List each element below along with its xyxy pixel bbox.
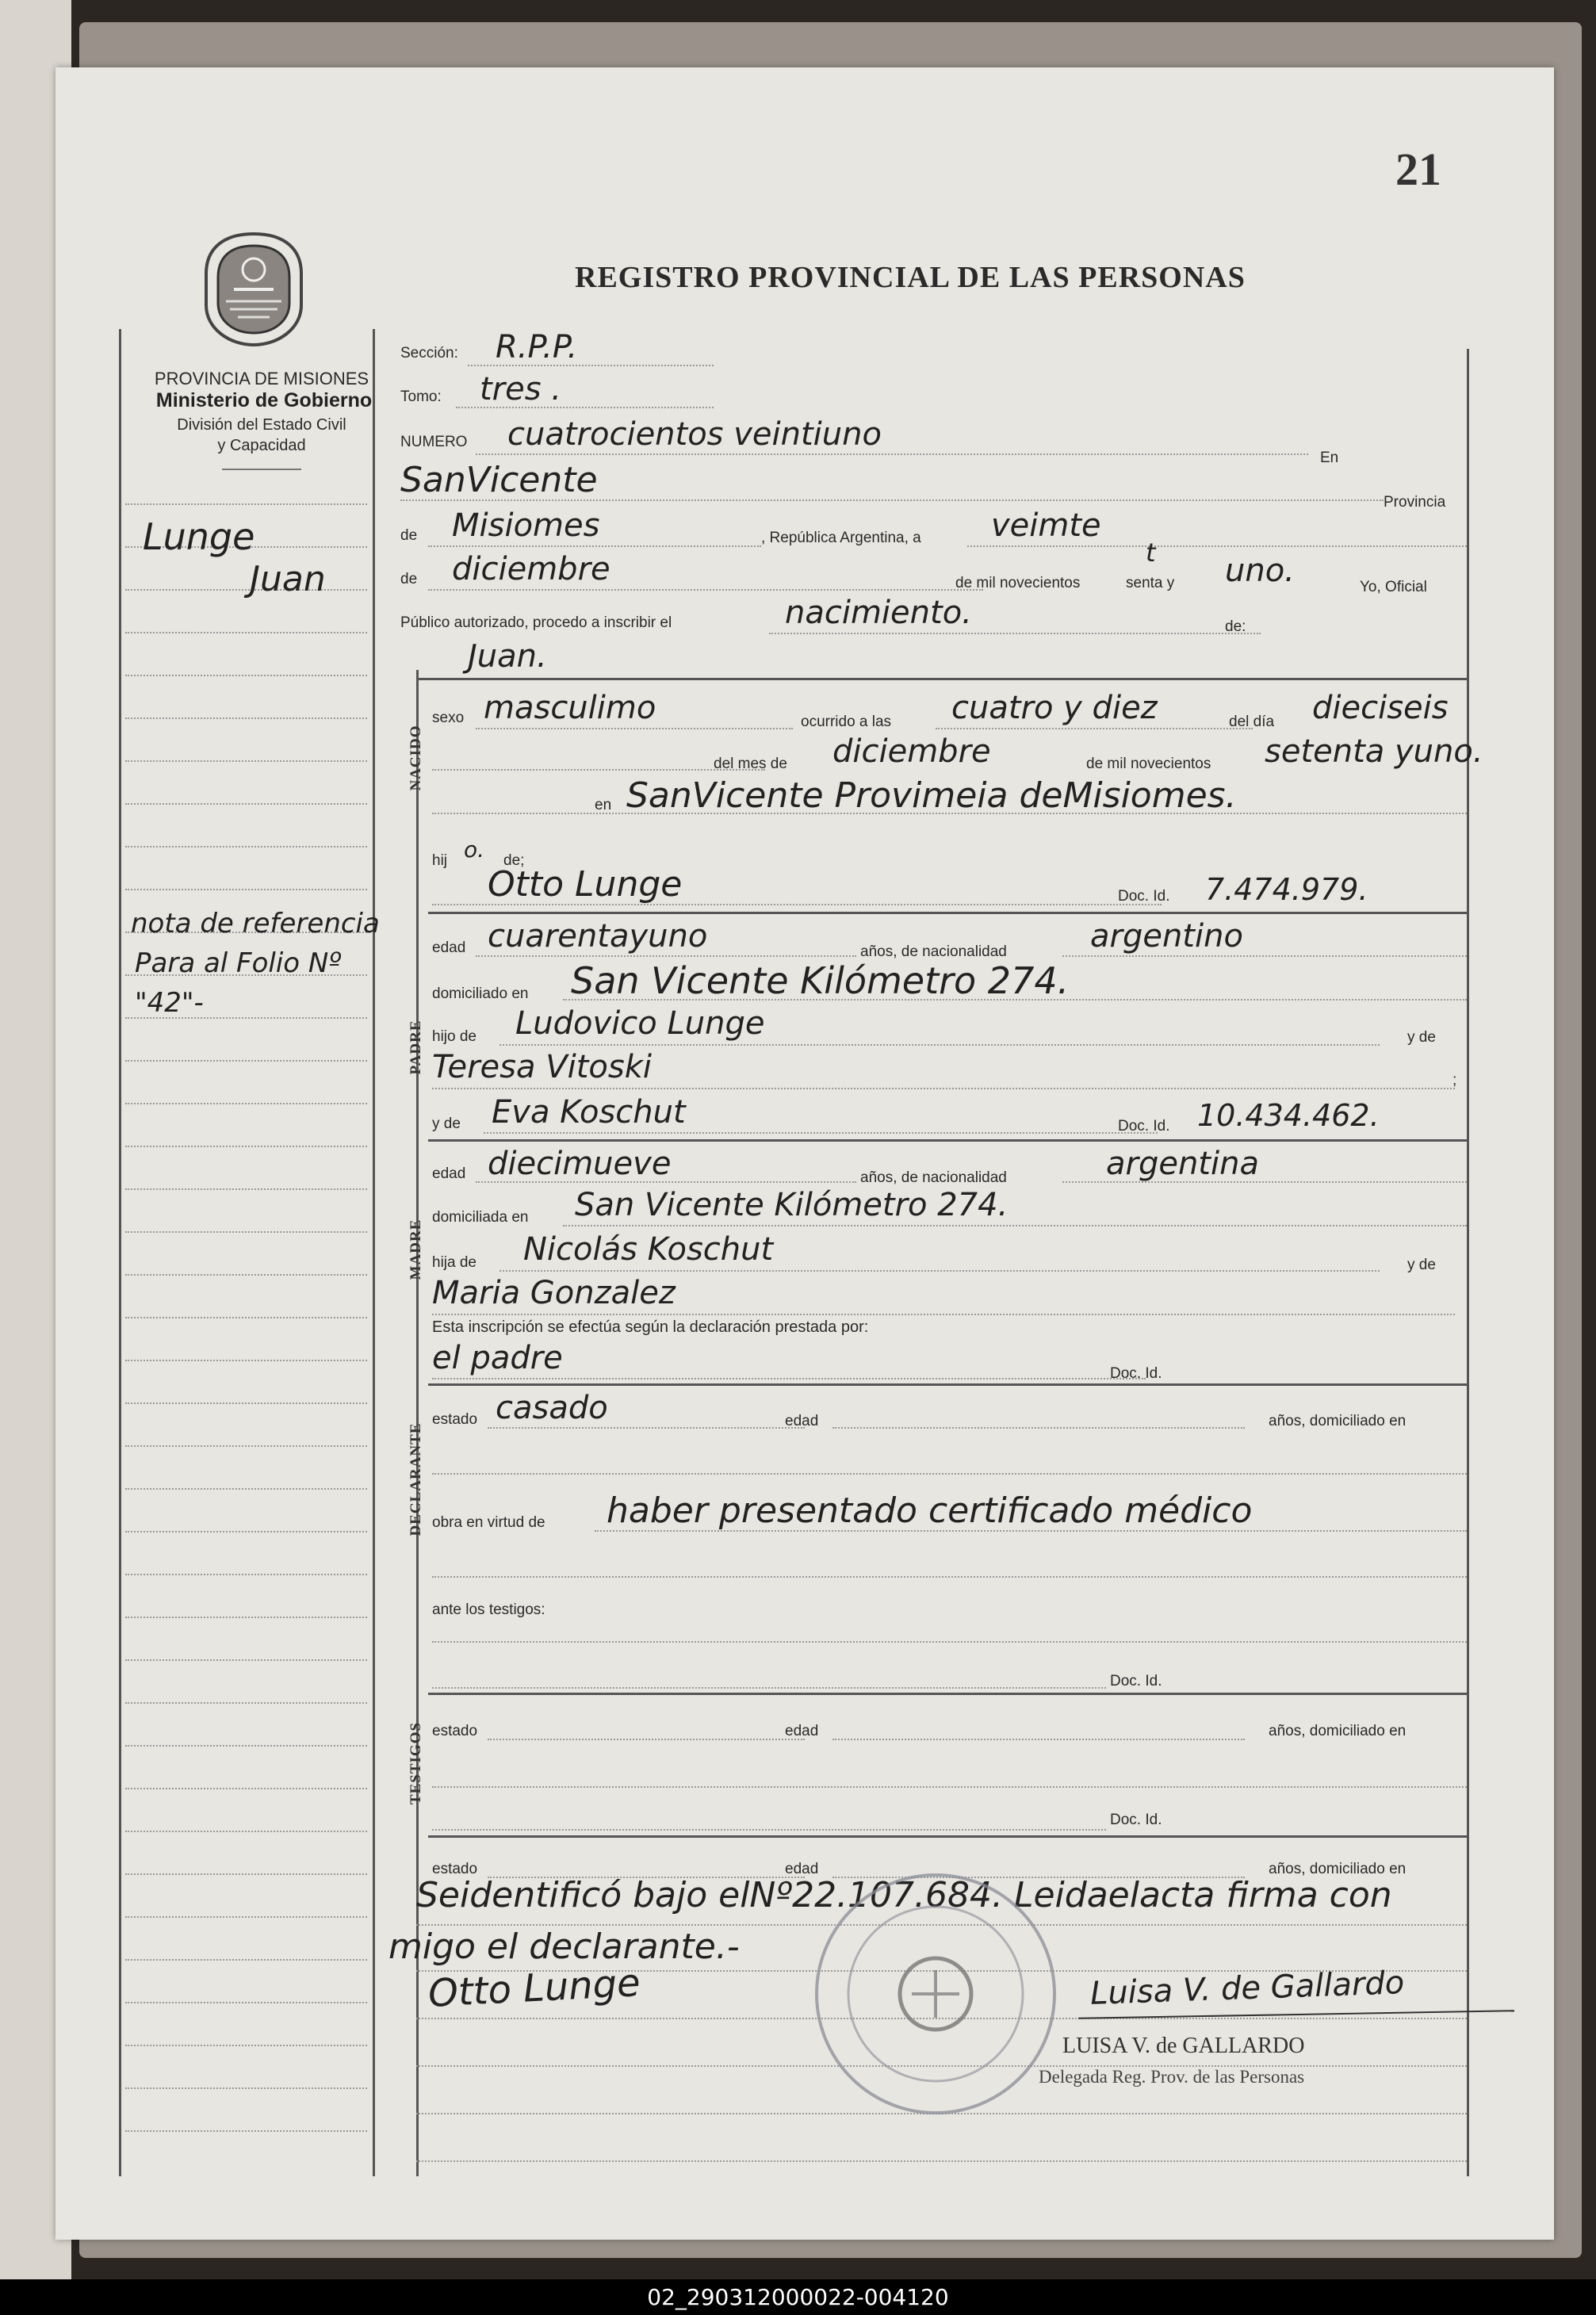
official-signature: Luisa V. de Gallardo — [1089, 1965, 1405, 2012]
section-padre: PADRE — [408, 1020, 424, 1075]
image-caption: 02_290312000022-004120 — [0, 2279, 1596, 2315]
padre-mother-rule — [432, 1088, 1455, 1089]
madre-nac-value: argentina — [1106, 1146, 1259, 1182]
margin-rule-line — [125, 589, 367, 591]
de-label: de — [400, 527, 418, 544]
day-rule — [967, 545, 1467, 547]
padre-doc-value: 7.474.979. — [1205, 872, 1368, 907]
padre-mother: Teresa Vitoski — [432, 1049, 652, 1085]
padre-nac-rule — [1062, 955, 1467, 957]
declarante-name-rule — [432, 1378, 1146, 1379]
margin-column-line — [373, 329, 375, 2176]
dia-label: del día — [1229, 714, 1275, 730]
margin-rule-line — [125, 2087, 367, 2089]
padre-father: Ludovico Lunge — [515, 1005, 765, 1042]
margin-rule-line — [125, 717, 367, 719]
hij-label: hij — [432, 852, 448, 869]
register-page — [55, 67, 1554, 2240]
padre-dom-rule — [563, 999, 1467, 1001]
closing-line2: migo el declarante.- — [388, 1927, 740, 1967]
month-value: diciembre — [452, 551, 610, 587]
obra-value: haber presentado certificado médico — [607, 1490, 1253, 1531]
header-capacity: y Capacidad — [217, 437, 306, 454]
madre-doc-label: Doc. Id. — [1118, 1118, 1170, 1135]
hij-value: o. — [464, 836, 485, 863]
lugar-rule — [432, 813, 1467, 814]
lugar-value: SanVicente Provimeia deMisiomes. — [626, 775, 1237, 816]
madre-father-rule — [499, 1270, 1380, 1272]
testigo2-edad-label: edad — [785, 1861, 819, 1877]
testigo1-anios-label: años, domiciliado en — [1269, 1723, 1407, 1739]
dia-value: dieciseis — [1312, 690, 1449, 726]
padre-edad-label: edad — [432, 939, 466, 956]
margin-left-line — [119, 329, 121, 2176]
declarante-edad-label: edad — [785, 1413, 819, 1429]
testigo2-top-rule — [428, 1835, 1467, 1838]
margin-rule-line — [125, 1231, 367, 1233]
testigo1-estado-label: estado — [432, 1723, 478, 1739]
en-label-nacido: en — [595, 797, 612, 813]
place-value: SanVicente — [400, 460, 598, 500]
margin-rule-line — [125, 632, 367, 633]
padre-dom-value: San Vicente Kilómetro 274. — [571, 959, 1070, 1002]
testigo1-edad-label: edad — [785, 1723, 819, 1739]
madre-edad-label: edad — [432, 1165, 466, 1182]
page-number: 21 — [1395, 143, 1441, 195]
margin-rule-line — [125, 1702, 367, 1704]
padre-nac-label: años, de nacionalidad — [860, 943, 1007, 960]
mes-value: diciembre — [832, 733, 991, 770]
padre-name-rule — [432, 904, 1162, 905]
padre-semicolon: ; — [1452, 1072, 1457, 1089]
madre-name-rule — [484, 1132, 1158, 1134]
year-label-a: de mil novecientos — [955, 575, 1081, 591]
madre-top-rule — [428, 1139, 1467, 1142]
testigos-label: ante los testigos: — [432, 1601, 545, 1618]
madre-dom-value: San Vicente Kilómetro 274. — [575, 1187, 1009, 1223]
publico-label: Público autorizado, procedo a inscribir el — [400, 614, 672, 631]
margin-rule-line — [125, 1188, 367, 1190]
provincia-value: Misiomes — [452, 507, 600, 544]
sexo-label: sexo — [432, 710, 465, 726]
seccion-label: Sección: — [400, 345, 458, 362]
de-label-2: de — [400, 571, 418, 587]
margin-surname: Lunge — [143, 515, 255, 558]
margin-rule-line — [125, 2045, 367, 2046]
testigo1-edad-rule — [832, 1739, 1245, 1740]
margin-note-line3: "42"- — [135, 987, 204, 1019]
republica-label: , República Argentina, a — [761, 530, 921, 546]
month-rule — [428, 589, 983, 591]
madre-hija-label: hija de — [432, 1254, 477, 1271]
day-value: veimte — [991, 507, 1101, 544]
margin-rule-line — [125, 1360, 367, 1361]
testigo2-estado-label: estado — [432, 1861, 478, 1877]
act-rule — [769, 633, 1261, 634]
margin-rule-line — [125, 1617, 367, 1618]
anio-value: setenta yuno. — [1265, 733, 1483, 770]
numero-rule — [476, 453, 1308, 455]
margin-rule-line — [125, 889, 367, 890]
padre-top-rule — [428, 912, 1467, 914]
margin-rule-line — [125, 1402, 367, 1404]
margin-rule-line — [125, 2130, 367, 2132]
hora-value: cuatro y diez — [951, 690, 1158, 726]
margin-rule-line — [125, 1274, 367, 1276]
testigo2-doc-label: Doc. Id. — [1110, 1812, 1162, 1828]
inscripcion-label: Esta inscripción se efectúa según la declaración prestada por: — [432, 1318, 869, 1336]
tomo-rule — [456, 407, 714, 408]
header-underline — [222, 469, 301, 470]
sexo-rule — [476, 728, 793, 729]
padre-name: Otto Lunge — [488, 864, 683, 905]
margin-rule-line — [125, 1873, 367, 1875]
provincial-seal-icon — [198, 230, 309, 349]
margin-given-name: Juan — [250, 559, 326, 599]
margin-rule-line — [125, 1146, 367, 1147]
margin-rule-line — [125, 760, 367, 762]
margin-rule-line — [125, 1745, 367, 1747]
padre-hijo-label: hijo de — [432, 1028, 477, 1045]
hora-rule — [936, 728, 1253, 729]
margin-rule-line — [125, 1060, 367, 1062]
madre-doc-value: 10.434.462. — [1197, 1098, 1380, 1133]
madre-mother: Maria Gonzalez — [432, 1275, 676, 1311]
year-value: uno. — [1225, 553, 1295, 589]
margin-rule-line — [125, 1531, 367, 1532]
en-label: En — [1320, 450, 1339, 466]
ocurrido-label: ocurrido a las — [801, 714, 892, 730]
tomo-value: tres . — [480, 371, 562, 408]
closing-line1: Seidentificó bajo elNº22.107.684. Leidaelacta firma con — [416, 1875, 1392, 1915]
padre-doc-label: Doc. Id. — [1118, 888, 1170, 905]
testigos-top-rule — [428, 1693, 1467, 1695]
testigo2-name-rule — [432, 1829, 1106, 1831]
margin-rule-line — [125, 1831, 367, 1832]
margin-rule-line — [125, 1574, 367, 1575]
mes-label: del mes de — [714, 756, 787, 772]
madre-yde-label-2: y de — [1407, 1257, 1436, 1273]
de-label-3: de: — [1225, 618, 1246, 635]
madre-dom-rule — [563, 1225, 1467, 1226]
margin-rule-line — [125, 846, 367, 848]
padre-yde-label: y de — [1407, 1029, 1436, 1046]
section-declarante: DECLARANTE — [408, 1422, 424, 1536]
header-ministry: Ministerio de Gobierno — [155, 389, 373, 411]
margin-rule-line — [125, 675, 367, 676]
sexo-value: masculimo — [484, 690, 656, 726]
testigo1-estado-rule — [488, 1739, 805, 1740]
madre-mother-rule — [432, 1314, 1455, 1315]
official-name: LUISA V. de GALLARDO — [1062, 2034, 1305, 2058]
section-nacido: NACIDO — [408, 725, 424, 791]
padre-father-rule — [499, 1044, 1380, 1046]
testigo2-anios-label: años, domiciliado en — [1269, 1861, 1407, 1877]
year-label-b: senta y — [1126, 575, 1175, 591]
madre-nac-rule — [1062, 1181, 1467, 1183]
padre-edad-value: cuarentayuno — [488, 918, 708, 955]
padre-dom-label: domiciliado en — [432, 985, 529, 1002]
numero-label: NUMERO — [400, 434, 468, 450]
declarante-top-rule — [428, 1383, 1467, 1386]
declarante-estado-value: casado — [496, 1390, 608, 1426]
official-stamp-icon — [805, 1863, 1066, 2125]
tomo-label: Tomo: — [400, 388, 442, 405]
margin-rule-line — [125, 1916, 367, 1918]
section-testigos: TESTIGOS — [408, 1721, 424, 1805]
testigo1-doc-label: Doc. Id. — [1110, 1673, 1162, 1689]
declarante-edad-rule — [832, 1427, 1245, 1429]
act-value: nacimiento. — [785, 595, 972, 631]
declarante-doc-label: Doc. Id. — [1110, 1365, 1162, 1382]
declarante-estado-label: estado — [432, 1411, 478, 1428]
testigos-rule — [432, 1641, 1467, 1643]
anio-label: de mil novecientos — [1086, 756, 1211, 772]
margin-note-line2: Para al Folio Nº — [135, 947, 342, 979]
padre-nac-value: argentino — [1090, 918, 1243, 955]
obra-rule-2 — [432, 1576, 1467, 1578]
margin-note-line1: nota de referencia — [131, 908, 380, 939]
closing-rule-6 — [416, 2160, 1467, 2162]
margin-rule-line — [125, 803, 367, 805]
declarant-signature: Otto Lunge — [427, 1961, 641, 2016]
numero-value: cuatrocientos veintiuno — [507, 416, 882, 453]
margin-rule-line — [125, 1959, 367, 1961]
padre-edad-rule — [476, 955, 856, 957]
hij-de-label: de; — [503, 852, 525, 869]
provincia-label: Provincia — [1384, 494, 1446, 511]
declarante-anios-label: años, domiciliado en — [1269, 1413, 1407, 1429]
madre-yde-label: y de — [432, 1115, 461, 1132]
margin-rule-line — [125, 2002, 367, 2003]
margin-rule-line — [125, 503, 367, 505]
madre-name: Eva Koschut — [492, 1094, 686, 1131]
seccion-value: R.P.P. — [496, 329, 578, 365]
margin-rule-line — [125, 1445, 367, 1447]
margin-rule-line — [125, 1659, 367, 1661]
madre-edad-value: diecimueve — [488, 1146, 672, 1182]
madre-nac-label: años, de nacionalidad — [860, 1169, 1007, 1186]
page-title: REGISTRO PROVINCIAL DE LAS PERSONAS — [575, 261, 1246, 294]
testigo1-dom-rule — [432, 1786, 1467, 1788]
madre-dom-label: domiciliada en — [432, 1209, 529, 1226]
oficial-label: Yo, Oficial — [1360, 579, 1427, 595]
testigo1-name-rule — [432, 1687, 1106, 1689]
madre-edad-rule — [476, 1181, 856, 1183]
margin-rule-line — [125, 1103, 367, 1104]
section-madre: MADRE — [408, 1219, 424, 1280]
margin-rule-line — [125, 1317, 367, 1318]
margin-rule-line — [125, 1788, 367, 1789]
place-rule — [400, 499, 1384, 501]
obra-rule — [595, 1530, 1467, 1532]
header-province: PROVINCIA DE MISIONES — [154, 369, 369, 388]
obra-label: obra en virtud de — [432, 1514, 545, 1531]
child-name: Juan. — [468, 638, 547, 675]
official-title: Delegada Reg. Prov. de las Personas — [1039, 2067, 1305, 2087]
declarante-dom-rule — [432, 1473, 1467, 1475]
declarante-name: el padre — [432, 1340, 563, 1376]
seccion-rule — [468, 365, 714, 366]
provincia-rule — [428, 545, 761, 547]
header-division: División del Estado Civil — [177, 416, 346, 434]
margin-rule-line — [125, 1488, 367, 1490]
year-correction: t — [1146, 538, 1156, 568]
declarante-estado-rule — [488, 1427, 805, 1429]
form-right-line — [1467, 349, 1469, 2176]
child-rule — [416, 678, 1467, 680]
madre-father: Nicolás Koschut — [523, 1231, 774, 1268]
